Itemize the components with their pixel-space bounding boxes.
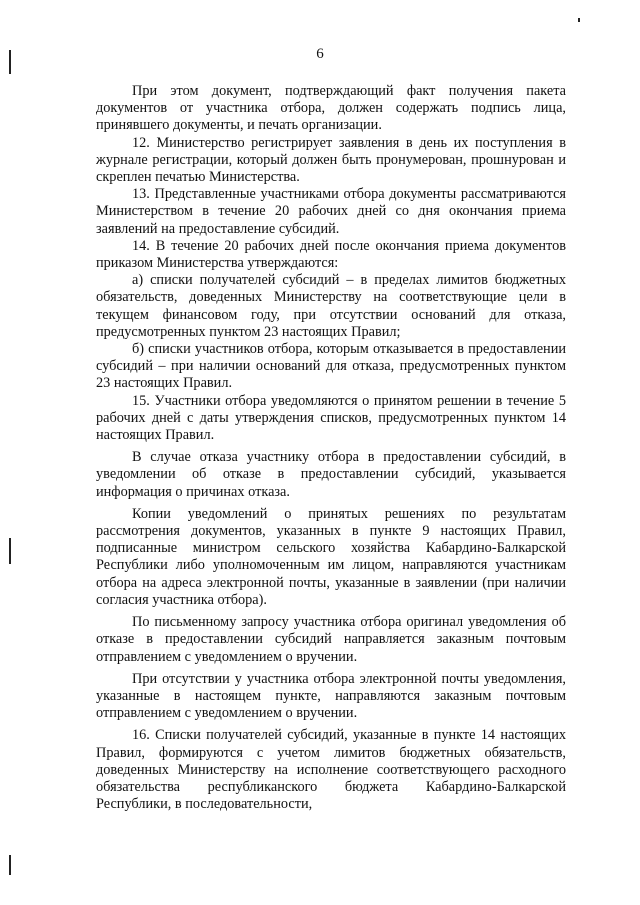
scan-dot-top-right bbox=[578, 18, 580, 22]
paragraph-13-review: 13. Представленные участниками отбора документы рассматриваются Министерством в течение 20 рабочих дней со дня окончания приема заявлений на предоставление субсидий. bbox=[96, 186, 566, 237]
paragraph-written-request: По письменному запросу участника отбора оригинал уведомления об отказе в предоставлении субсидий направляется заказным почтовым отправлением с уведомлением о вручении. bbox=[96, 614, 566, 665]
paragraph-14a-recipient-lists: а) списки получателей субсидий – в пределах лимитов бюджетных обязательств, доведенных Министерству на соответствующие цели в текущем финансовом году, при отсутствии оснований для отказа, предусмотренных пунктом 23 настоящих Правил; bbox=[96, 272, 566, 340]
paragraph-14b-refusal-lists: б) списки участников отбора, которым отказывается в предоставлении субсидий – при наличии оснований для отказа, предусмотренных пунктом 23 настоящих Правил. bbox=[96, 341, 566, 392]
scan-edge-mark-middle bbox=[9, 538, 11, 564]
paragraph-notification-copies: Копии уведомлений о принятых решениях по результатам рассмотрения документов, указанных в пункте 9 настоящих Правил, подписанные министром сельского хозяйства Кабардино-Балкарской Республики либо уполномоченным им лицом, направляются участникам отбора на адреса электронной почты, указанные в заявлении (при наличии согласия участника отбора). bbox=[96, 505, 566, 608]
paragraph-15-notification: 15. Участники отбора уведомляются о принятом решении в течение 5 рабочих дней с даты утверждения списков, предусмотренных пунктом 14 настоящих Правил. bbox=[96, 392, 566, 444]
paragraph-document-confirmation: При этом документ, подтверждающий факт получения пакета документов от участника отбора, должен содержать подпись лица, принявшего документы, и печать организации. bbox=[96, 83, 566, 134]
paragraph-refusal-reasons: В случае отказа участнику отбора в предоставлении субсидий, в уведомлении об отказе в предоставлении субсидий, указывается информация о причинах отказа. bbox=[96, 449, 566, 500]
paragraph-no-email: При отсутствии у участника отбора электронной почты уведомления, указанные в настоящем пункте, направляются заказным почтовым отправлением с уведомлением о вручении. bbox=[96, 670, 566, 722]
paragraph-14-approval: 14. В течение 20 рабочих дней после окончания приема документов приказом Министерства утверждаются: bbox=[96, 237, 566, 272]
paragraph-12-registration: 12. Министерство регистрирует заявления в день их поступления в журнале регистрации, который должен быть пронумерован, прошнурован и скреплен печатью Министерства. bbox=[96, 134, 566, 186]
document-body bbox=[96, 83, 566, 813]
page-number: 6 bbox=[316, 46, 324, 62]
scan-edge-mark-bottom bbox=[9, 855, 11, 875]
paragraph-16-recipient-lists: 16. Списки получателей субсидий, указанные в пункте 14 настоящих Правил, формируются с учетом лимитов бюджетных обязательств, доведенных Министерству на исполнение соответствующего расходного обязательства республиканского бюджета Кабардино-Балкарской Республики, в последовательности, bbox=[96, 727, 566, 813]
